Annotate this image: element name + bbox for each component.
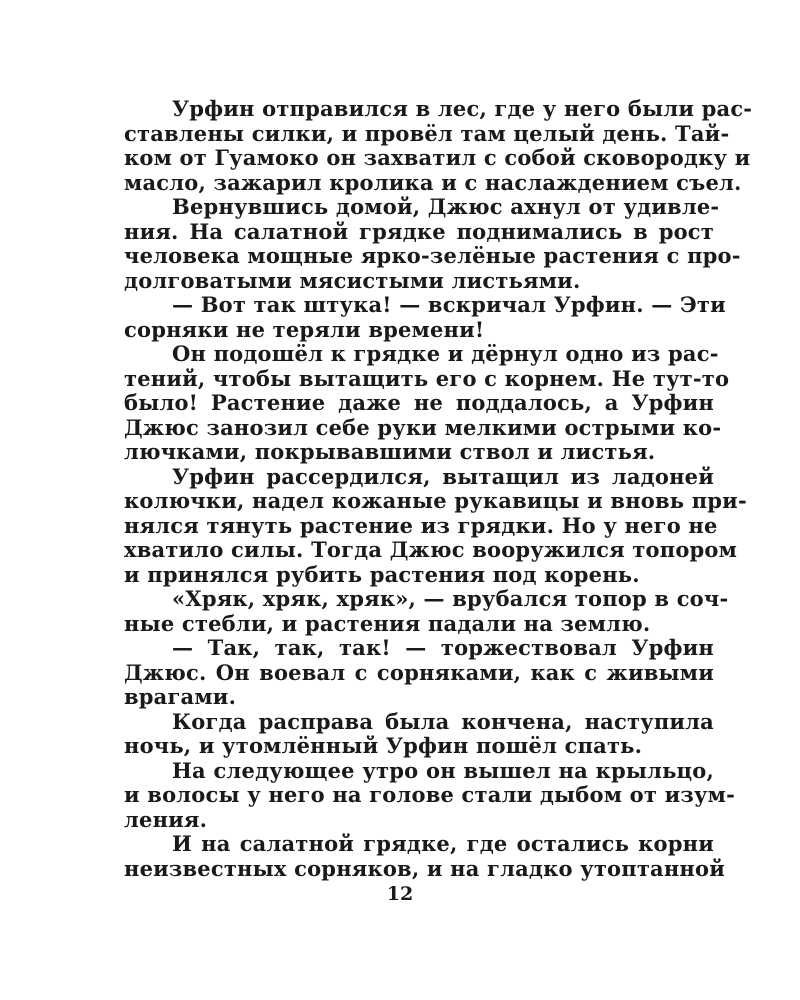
text-line: долговатыми мясистыми листьями.: [124, 267, 581, 293]
text-line: и принялся рубить растения под корень.: [124, 561, 640, 587]
text-line: Он подошёл к грядке и дёрнул одно из рас-: [172, 341, 719, 366]
text-line: и волосы у него на голове стали дыбом от изум-: [124, 782, 735, 807]
text-line: ставлены силки, и провёл там целый день. Тай-: [124, 120, 730, 146]
text-line: Джюс. Он воевал с сорняками, как с живыми: [124, 659, 714, 685]
text-line: сорняки не теряли времени!: [124, 316, 485, 342]
text-line: И на салатной грядке, где остались корни: [172, 831, 714, 856]
text-line: Вернувшись домой, Джюс ахнул от удивле-: [172, 194, 720, 219]
text-line: ния. На салатной грядке поднимались в рост: [124, 218, 714, 244]
text-line: человека мощные ярко-зелёные растения с про-: [124, 243, 741, 268]
text-line: — Вот так штука! — вскричал Урфин. — Эти: [172, 292, 726, 317]
text-line: ления.: [124, 806, 208, 832]
text-line: Урфин отправился в лес, где у него были рас-: [172, 96, 753, 121]
text-line: было! Растение даже не поддалось, а Урфин: [124, 390, 714, 415]
text-line: тений, чтобы вытащить его с корнем. Не тут-то: [124, 365, 730, 391]
text-line: масло, зажарил кролика и с наслаждением съел.: [124, 169, 742, 195]
text-line: На следующее утро он вышел на крыльцо,: [172, 757, 714, 783]
body-text: [124, 96, 753, 881]
text-line: лючками, покрывавшими ствол и листья.: [124, 439, 656, 464]
text-line: ком от Гуамоко он захватил с собой сковородку и: [124, 145, 751, 170]
text-line: хватило силы. Тогда Джюс вооружился топором: [124, 537, 738, 562]
text-line: ночь, и утомлённый Урфин пошёл спать.: [124, 733, 643, 758]
text-line: нялся тянуть растение из грядки. Но у него не: [124, 512, 718, 538]
text-line: — Так, так, так! — торжествовал Урфин: [172, 635, 714, 660]
text-line: «Хряк, хряк, хряк», — врубался топор в соч-: [172, 586, 729, 611]
text-line: колючки, надел кожаные рукавицы и вновь при-: [124, 488, 747, 513]
text-line: Урфин рассердился, вытащил из ладоней: [172, 463, 714, 489]
text-line: врагами.: [124, 684, 237, 709]
text-line: Джюс занозил себе руки мелкими острыми ко-: [124, 414, 722, 440]
page-number: 12: [386, 883, 414, 905]
text-line: ные стебли, и растения падали на землю.: [124, 610, 651, 636]
text-line: Когда расправа была кончена, наступила: [172, 708, 714, 734]
text-line: неизвестных сорняков, и на гладко утоптанной: [124, 855, 725, 881]
